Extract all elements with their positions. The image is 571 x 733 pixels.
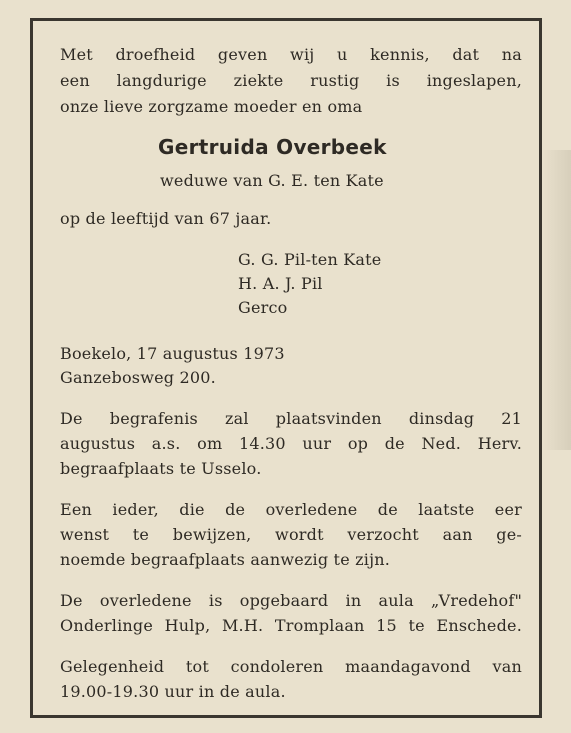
address: Ganzebosweg 200. — [60, 368, 216, 387]
intro-line-2: een langdurige ziekte rustig is ingeslapen, — [60, 71, 522, 90]
place-and-address — [60, 342, 522, 390]
death-notice — [60, 42, 522, 704]
invitation-paragraph — [60, 497, 522, 572]
invitation-line-1: Een ieder, die de overledene de laatste eer — [60, 500, 522, 519]
adjacent-page-shadow — [541, 150, 571, 450]
laid-out-line-1: De overledene is opgebaard in aula „Vredehof" — [60, 591, 522, 610]
deceased-name: Gertruida Overbeek — [158, 135, 387, 159]
funeral-line-1: De begrafenis zal plaatsvinden dinsdag 21 — [60, 409, 522, 428]
signer: Gerco — [238, 298, 288, 317]
signer: G. G. Pil-ten Kate — [238, 250, 382, 269]
laid-out-paragraph — [60, 588, 522, 638]
intro-line-3: onze lieve zorgzame moeder en oma — [60, 97, 363, 116]
signer: H. A. J. Pil — [238, 274, 323, 293]
widow-of-line: weduwe van G. E. ten Kate — [160, 171, 384, 190]
funeral-line-3: begraafplaats te Usselo. — [60, 459, 262, 478]
invitation-line-3: noemde begraafplaats aanwezig te zijn. — [60, 550, 391, 569]
funeral-paragraph — [60, 406, 522, 481]
condolence-paragraph — [60, 654, 522, 704]
intro-line-1: Met droefheid geven wij u kennis, dat na — [60, 45, 522, 64]
funeral-line-2: augustus a.s. om 14.30 uur op de Ned. Herv. — [60, 434, 522, 453]
age-line: op de leeftijd van 67 jaar. — [60, 209, 272, 228]
laid-out-line-2: Onderlinge Hulp, M.H. Tromplaan 15 te Enschede. — [60, 616, 522, 635]
place-date: Boekelo, 17 augustus 1973 — [60, 344, 285, 363]
signers-list — [238, 248, 522, 320]
invitation-line-2: wenst te bewijzen, wordt verzocht aan ge- — [60, 525, 522, 544]
condolence-line-2: 19.00-19.30 uur in de aula. — [60, 682, 286, 701]
condolence-line-1: Gelegenheid tot condoleren maandagavond van — [60, 657, 522, 676]
